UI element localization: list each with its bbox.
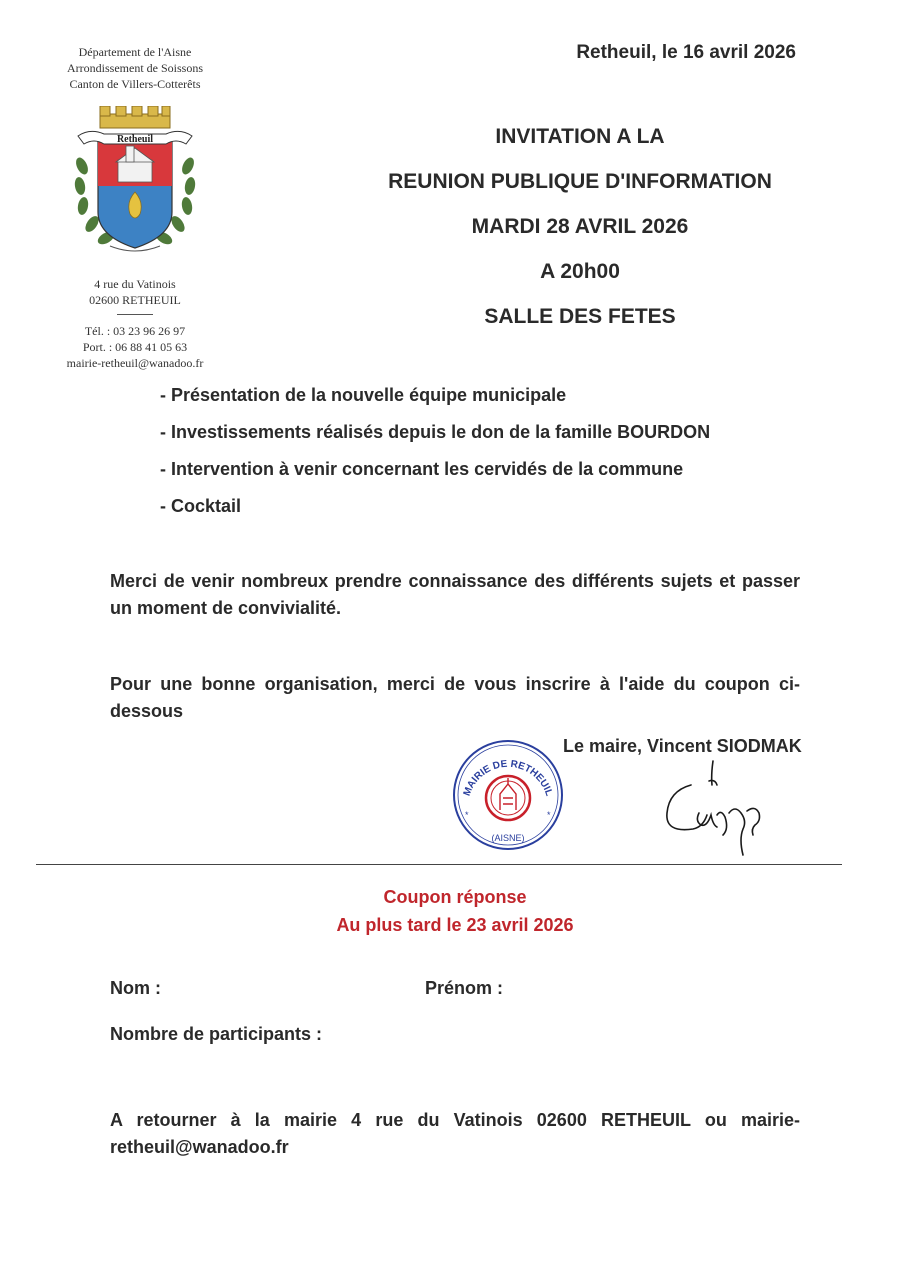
coupon-deadline: Au plus tard le 23 avril 2026 bbox=[336, 915, 574, 935]
agenda-item: - Investissements réalisés depuis le don de la famille BOURDON bbox=[160, 422, 711, 442]
prenom-label: Prénom : bbox=[425, 978, 504, 998]
stamp-bottom-text: (AISNE) bbox=[491, 833, 525, 843]
phone-line: Tél. : 03 23 96 26 97 bbox=[84, 324, 186, 338]
title-line-reunion: REUNION PUBLIQUE D'INFORMATION bbox=[388, 170, 772, 193]
registration-line-1: Pour une bonne organisation, merci de vous inscrire à l'aide du coupon ci- bbox=[110, 674, 800, 694]
agenda-item: - Cocktail bbox=[160, 496, 242, 516]
crest-banner-text: Retheuil bbox=[116, 134, 154, 145]
svg-text:*: * bbox=[465, 810, 469, 820]
agenda-list bbox=[160, 382, 710, 530]
coupon-header bbox=[255, 884, 655, 940]
title-line-date: MARDI 28 AVRIL 2026 bbox=[471, 215, 689, 238]
address-street: 4 rue du Vatinois bbox=[94, 277, 176, 291]
stamp-top-text: MAIRIE DE RETHEUIL bbox=[461, 758, 555, 798]
registration-paragraph bbox=[110, 671, 800, 725]
mobile-line: Port. : 06 88 41 05 63 bbox=[82, 340, 188, 354]
coat-of-arms-icon bbox=[70, 106, 200, 262]
mayor-signature-scribble-icon bbox=[655, 755, 775, 865]
agenda-item: - Présentation de la nouvelle équipe municipale bbox=[160, 385, 567, 405]
coupon-cut-line bbox=[36, 864, 842, 865]
address-city: 02600 RETHEUIL bbox=[89, 293, 181, 307]
svg-text:*: * bbox=[547, 810, 551, 820]
nom-label: Nom : bbox=[110, 978, 161, 998]
registration-line-2: dessous bbox=[110, 701, 184, 721]
title-line-venue: SALLE DES FETES bbox=[484, 305, 676, 328]
participants-label: Nombre de participants : bbox=[110, 1024, 323, 1044]
prenom-field[interactable] bbox=[510, 978, 790, 1002]
welcome-paragraph bbox=[110, 568, 800, 622]
participants-field[interactable] bbox=[330, 1024, 530, 1048]
email-line: mairie-retheuil@wanadoo.fr bbox=[66, 356, 204, 370]
title-line-invitation: INVITATION A LA bbox=[495, 125, 665, 148]
nom-field[interactable] bbox=[168, 978, 408, 1002]
mayor-signature-name: Le maire, Vincent SIODMAK bbox=[563, 736, 802, 756]
mairie-address bbox=[40, 276, 230, 371]
return-note bbox=[110, 1107, 800, 1161]
department-line: Département de l'Aisne bbox=[78, 45, 192, 59]
mairie-stamp-icon bbox=[451, 738, 565, 852]
coupon-title: Coupon réponse bbox=[383, 887, 527, 907]
title-line-time: A 20h00 bbox=[540, 260, 620, 283]
welcome-line-1: Merci de venir nombreux prendre connaissance des différents sujets et passer bbox=[110, 571, 800, 591]
arrondissement-line: Arrondissement de Soissons bbox=[67, 61, 203, 75]
invitation-title bbox=[340, 120, 820, 345]
return-note-line-2: retheuil@wanadoo.fr bbox=[110, 1137, 289, 1157]
agenda-item: - Intervention à venir concernant les cervidés de la commune bbox=[160, 459, 684, 479]
welcome-line-2: un moment de convivialité. bbox=[110, 598, 342, 618]
municipality-header bbox=[40, 44, 230, 92]
address-divider bbox=[117, 314, 153, 315]
return-note-line-1: A retourner à la mairie 4 rue du Vatinois 02600 RETHEUIL ou mairie- bbox=[110, 1110, 800, 1130]
canton-line: Canton de Villers-Cotterêts bbox=[69, 77, 201, 91]
letter-date: Retheuil, le 16 avril 2026 bbox=[576, 42, 796, 63]
